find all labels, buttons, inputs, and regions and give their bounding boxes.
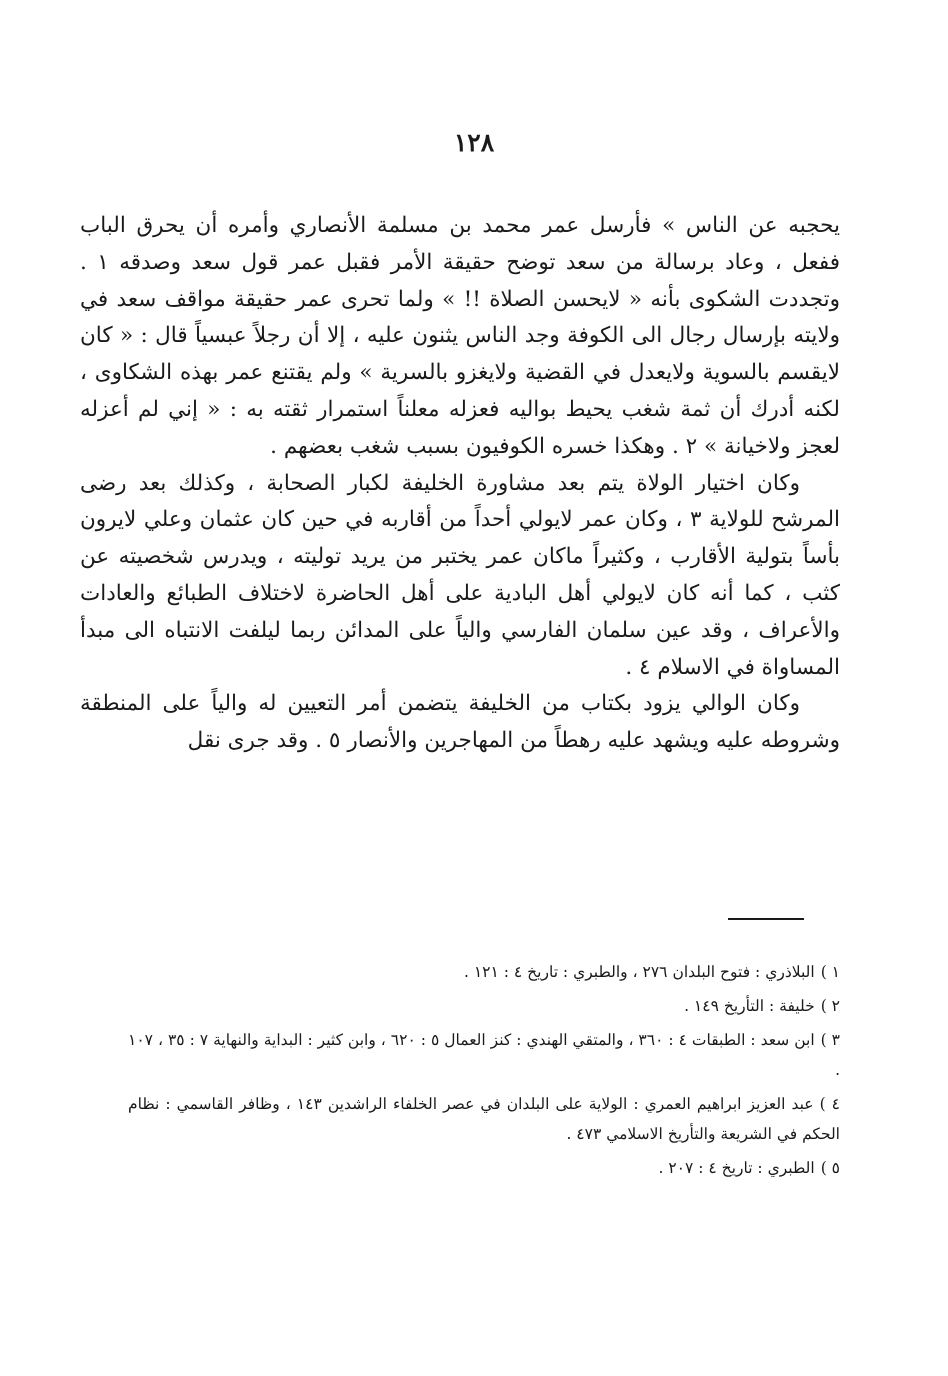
paragraph: وكان الوالي يزود بكتاب من الخليفة يتضمن أمر التعيين له والياً على المنطقة وشروطه عليه ويشهد عليه رهطاً من المهاجرين والأنصار ٥ . وقد جرى نقل bbox=[80, 691, 840, 754]
footnote-text: الطبري : تاريخ ٤ : ٢٠٧ . bbox=[658, 1159, 815, 1177]
footnote bbox=[128, 991, 840, 1021]
footnote-number: ١ ) bbox=[820, 963, 840, 981]
footnote-number: ٣ ) bbox=[820, 1031, 840, 1049]
footnote-divider bbox=[728, 918, 804, 920]
paragraph: يحجبه عن الناس » فأرسل عمر محمد بن مسلمة الأنصاري وأمره أن يحرق الباب ففعل ، وعاد برسالة من سعد توضح حقيقة الأمر فقبل عمر قول سعد وصدقه ١ . وتجددت الشكوى بأنه « لايحسن الصلاة !! » ولما تحرى عمر حقيقة مواقف سعد في ولايته بإرسال رجال الى الكوفة وجد الناس يثنون عليه ، إلا أن رجلاً عبسياً قال : « كان لايقسم بالسوية ولايعدل في القضية ولايغزو بالسرية » ولم يقتنع عمر بهذه الشكاوى ، لكنه أدرك أن ثمة شغب يحيط بواليه فعزله معلناً استمرار ثقته به : « إني لم أعزله لعجز ولاخيانة » ٢ . وهكذا خسره الكوفيون بسبب شغب بعضهم . bbox=[80, 213, 841, 459]
main-text bbox=[80, 208, 840, 760]
footnote bbox=[128, 957, 840, 987]
footnote-text: خليفة : التأريخ ١٤٩ . bbox=[684, 997, 815, 1015]
footnote-number: ٤ ) bbox=[819, 1095, 840, 1113]
footnote-number: ٥ ) bbox=[820, 1159, 840, 1177]
paragraph: وكان اختيار الولاة يتم بعد مشاورة الخليفة لكبار الصحابة ، وكذلك بعد رضى المرشح للولاية ٣ ، وكان عمر لايولي أحداً من أقاربه في حين كان عثمان وعلي لايرون بأساً بتولية الأقارب ، وكثيراً ماكان عمر يختبر من يريد توليته ، ويدرس شخصيته عن كثب ، كما أنه كان لايولي أهل البادية على أهل الحاضرة لاختلاف الطبائع والعادات والأعراف ، وقد عين سلمان الفارسي والياً على المدائن ربما ليلفت الانتباه الى مبدأ المساواة في الاسلام ٤ . bbox=[80, 470, 840, 680]
footnote bbox=[128, 1025, 840, 1085]
footnote bbox=[128, 1153, 840, 1183]
footnote-text: ابن سعد : الطبقات ٤ : ٣٦٠ ، والمتقي الهندي : كنز العمال ٥ : ٦٢٠ ، وابن كثير : البداية والنهاية ٧ : ٣٥ ، ١٠٧ . bbox=[128, 1031, 840, 1079]
footnote bbox=[128, 1089, 840, 1149]
page-number: ١٢٨ bbox=[453, 128, 495, 157]
footnotes-section bbox=[128, 957, 840, 1187]
footnote-number: ٢ ) bbox=[820, 997, 840, 1015]
footnote-text: عبد العزيز ابراهيم العمري : الولاية على البلدان في عصر الخلفاء الراشدين ١٤٣ ، وظافر القاسمي : نظام الحكم في الشريعة والتأريخ الاسلامي ٤٧٣ . bbox=[128, 1095, 840, 1143]
footnote-text: البلاذري : فتوح البلدان ٢٧٦ ، والطبري : تاريخ ٤ : ١٢١ . bbox=[463, 963, 815, 981]
